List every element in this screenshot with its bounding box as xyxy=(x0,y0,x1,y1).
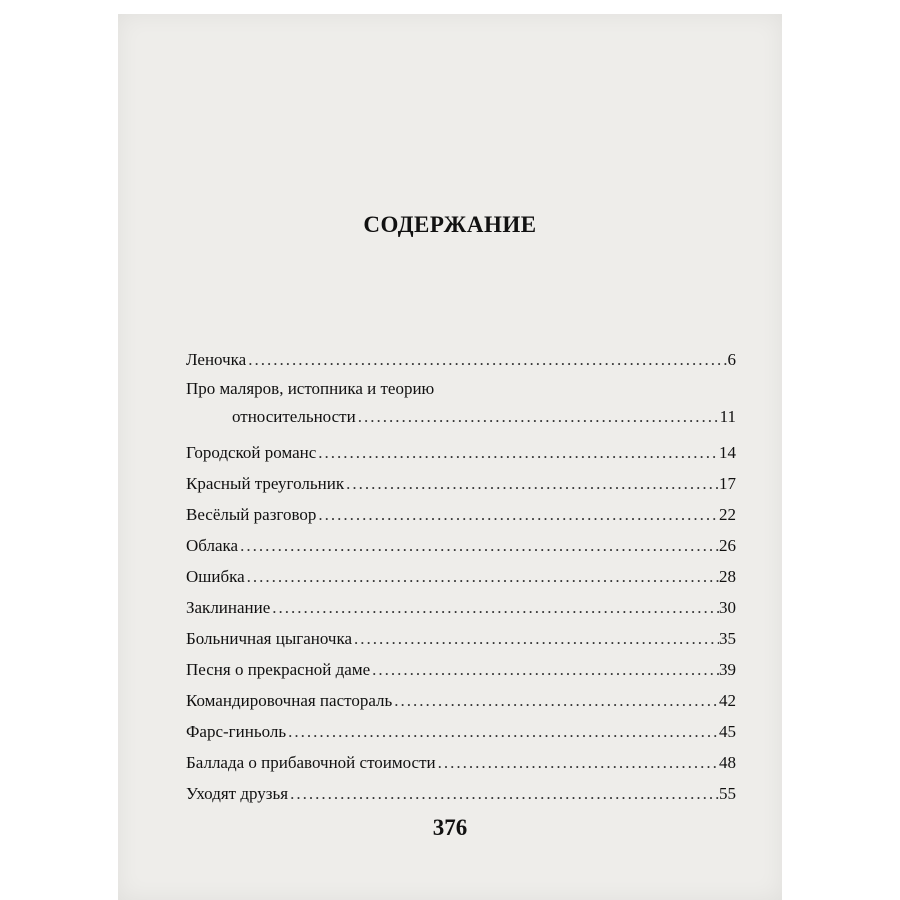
toc-leader-dots xyxy=(316,437,719,468)
toc-entry-title: Леночка xyxy=(186,350,247,369)
toc-entry xyxy=(186,561,736,592)
toc-entry xyxy=(186,747,736,778)
toc-entry-page: 26 xyxy=(719,536,736,555)
toc-entry-page: 55 xyxy=(719,784,736,803)
toc-entry xyxy=(186,468,736,499)
toc-entry-title: Городской романс xyxy=(186,443,317,462)
toc-entry-page: 17 xyxy=(719,474,736,493)
page-title: СОДЕРЖАНИЕ xyxy=(363,212,537,237)
toc-leader-dots xyxy=(286,716,719,747)
toc-entry-title: Про маляров, истопника и теорию xyxy=(186,379,435,398)
toc-leader-dots xyxy=(392,685,719,716)
toc-entry xyxy=(186,437,736,468)
toc-entry xyxy=(186,592,736,623)
toc-entry-title: Красный треугольник xyxy=(186,474,345,493)
toc-leader-dots xyxy=(246,344,727,375)
toc-entry-page: 39 xyxy=(719,660,736,679)
toc-entry-title: Ошибка xyxy=(186,567,245,586)
toc-entry-page: 35 xyxy=(719,629,736,648)
toc-entry-page: 14 xyxy=(719,443,736,462)
toc-entry xyxy=(186,375,736,437)
toc-entry-title: Больничная цыганочка xyxy=(186,629,353,648)
toc-entry-title-continued: относительности xyxy=(232,407,356,426)
toc-entry xyxy=(186,654,736,685)
toc-leader-dots xyxy=(436,747,719,778)
toc-leader-dots xyxy=(316,499,719,530)
toc-entry xyxy=(186,716,736,747)
toc-leader-dots xyxy=(238,530,719,561)
toc-entry xyxy=(186,778,736,809)
toc-entry-page: 30 xyxy=(719,598,736,617)
toc-leader-dots xyxy=(288,778,719,809)
toc-entry-page: 6 xyxy=(727,350,736,369)
toc-leader-dots xyxy=(352,623,719,654)
toc-entry xyxy=(186,530,736,561)
toc-entry-page: 45 xyxy=(719,722,736,741)
toc-leader-dots xyxy=(270,592,719,623)
toc-entry-title: Уходят друзья xyxy=(186,784,289,803)
toc-entry xyxy=(186,685,736,716)
toc-entry-title: Облака xyxy=(186,536,239,555)
toc-entry-title: Заклинание xyxy=(186,598,271,617)
toc-entry-page: 11 xyxy=(719,407,736,426)
toc-entry xyxy=(186,499,736,530)
toc-entry-page: 28 xyxy=(719,567,736,586)
toc-leader-dots xyxy=(356,403,720,431)
toc-entry-page: 48 xyxy=(719,753,736,772)
toc-entry-title: Песня о прекрасной даме xyxy=(186,660,371,679)
toc-leader-dots xyxy=(245,561,719,592)
toc-entry-title: Баллада о прибавочной стоимости xyxy=(186,753,436,772)
table-of-contents xyxy=(186,344,736,809)
toc-entry xyxy=(186,344,736,375)
toc-entry-page: 42 xyxy=(719,691,736,710)
toc-leader-dots xyxy=(344,468,719,499)
toc-leader-dots xyxy=(370,654,719,685)
toc-entry-page: 22 xyxy=(719,505,736,524)
page-number: 376 xyxy=(432,815,468,840)
toc-entry xyxy=(186,623,736,654)
toc-entry-title: Весёлый разговор xyxy=(186,505,317,524)
toc-entry-title: Командировочная пастораль xyxy=(186,691,393,710)
toc-entry-title: Фарс-гиньоль xyxy=(186,722,287,741)
